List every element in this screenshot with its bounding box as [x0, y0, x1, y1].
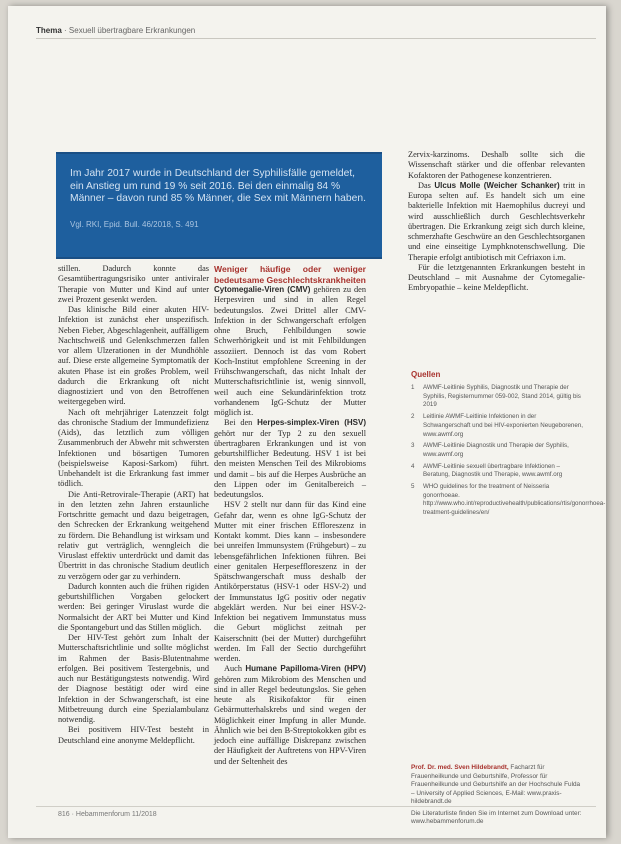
paragraph: stillen. Dadurch konnte das Gesamtübertragungsrisiko unter antiviraler Therapie von Mutter und Kind auf unter zwei Prozent gesenkt werden.	[58, 264, 209, 304]
author-bio	[411, 764, 583, 827]
term-hsv: Herpes-simplex-Viren (HSV)	[257, 418, 366, 428]
text-column-2	[214, 264, 366, 767]
paragraph-lead: Auch	[224, 664, 246, 674]
paragraph	[408, 181, 585, 263]
author-description: Facharzt für Frauenheilkunde und Geburtshilfe, Professor für Frauenheilkunde und Geburtshilfe an der Hochschule Fulda – University of Applied Sciences, E-Mail: www.praxis-hildebrandt.de	[411, 764, 581, 805]
reference-item	[411, 483, 606, 518]
literature-note: Die Literaturliste finden Sie im Internet zum Download unter: www.hebammenforum.de	[411, 809, 582, 825]
paragraph: Die Anti-Retrovirale-Therapie (ART) hat in den letzten zehn Jahren erstaunliche Fortschritte gemacht und dazu beigetragen, den Schrecken der Erkrankung weitgehend zu fördern. Die Behandlung ist wirksam und relativ gut verträglich, wenngleich die Viruslast effektiv unterdrückt und damit das Übertritt in das chronische Stadium deutlich zu verzögern oder gar zu verhindern.	[58, 489, 209, 581]
pull-quote-box	[56, 152, 382, 259]
paragraph: Nach oft mehrjähriger Latenzzeit folgt das chronische Stadium der Immundefizienz (Aids), das letztlich zum völligen Zusammenbruch der Abwehr mit schwersten Infektionen und bösartigen Tumoren (beispielsweise Kaposi-Sarkom) führt. Unbehandelt ist die Erkrankung fast immer tödlich.	[58, 407, 209, 489]
paragraph-body: tritt in Europa selten auf. Es handelt sich um eine bakterielle Infektion mit Haemophilus ducreyi und wird ausschließlich durch Geschlechtsverkehr übertragen. Die Erkrankung zeigt sich durch kleine, schmerzhafte Geschwüre an den Geschlechtsorganen und eine einseitige Lymphknotenschwellung. Die Therapie erfolgt antibiotisch mit Cefriaxon i.m.	[408, 180, 585, 262]
paragraph	[214, 664, 366, 767]
text-column-1	[58, 264, 209, 746]
term-hpv: Humane Papilloma-Viren (HPV)	[245, 664, 366, 674]
references-heading: Quellen	[411, 370, 441, 379]
paragraph: Das klinische Bild einer akuten HIV-Infektion ist zunächst eher unspezifisch. Neben Fieber, Abgeschlagenheit, auffälligem Nachtschweiß und Gelenkschmerzen fallen vor allem Ulzerationen in der Mundhöhle auf. Diese erste allgemeine Symptomatik der akuten Phase ist ein großes Problem, weil dadurch die Erkrankung oft nicht diagnostiziert und von den Betroffenen weitergegeben wird.	[58, 305, 209, 407]
reference-item	[411, 384, 583, 410]
page-footer: 816 · Hebammenforum 11/2018	[58, 811, 157, 818]
reference-item	[411, 413, 583, 439]
reference-item	[411, 442, 583, 459]
author-name: Prof. Dr. med. Sven Hildebrandt,	[411, 764, 509, 771]
reference-item	[411, 463, 583, 480]
section-heading: Weniger häufige oder weniger bedeutsame Geschlechtskrankheiten	[214, 264, 366, 285]
header-title: Sexuell übertragbare Erkrankungen	[68, 26, 196, 35]
paragraph-body: gehören zum Mikrobiom des Menschen und sind in aller Regel bedeutungslos. Sie gehen heute als Risikofaktor für einen Gebärmutterhalskrebs und sind wegen der Möglichkeit einer Impfung in aller Munde. Ähnlich wie bei den B-Streptokokken gibt es jedoch eine auffällige Diskrepanz zwischen der Häufigkeit der Auftretens von HPV-Viren und der Seltenheit des	[214, 674, 366, 766]
paragraph: HSV 2 stellt nur dann für das Kind eine Gefahr dar, wenn es ohne IgG-Schutz der Mutter mit einer frischen Effloreszenz in Kontakt kommt. Dies kann – insbesondere bei unreifen Immunsystem (Frühgeburt) – zu lebensgefährlichen Infektionen führen. Bei einer genitalen Herpeseffloreszenz in der Spätschwangerschaft muss deshalb der Antikörperstatus (HSV-1 oder HSV-2) und der Immunstatus IgG positiv oder negativ abgeklärt werden. Nur bei einer HSV-2-Infektion bei negativem Immunstatus muss die Geburt möglichst zeitnah per Kaiserschnitt (bei der Mutter) durchgeführt werden. Im Fall der Sectio durchgeführt werden.	[214, 500, 366, 663]
reference-number: 4	[411, 462, 415, 470]
paragraph-lead: Das	[418, 180, 435, 190]
reference-number: 5	[411, 483, 415, 491]
paragraph	[214, 418, 366, 500]
reference-number: 2	[411, 413, 415, 421]
reference-text: AWMF-Leitlinie sexuell übertragbare Infektionen – Beratung, Diagnostik und Therapie, www.awmf.org	[423, 462, 563, 479]
term-cmv: Cytomegalie-Viren (CMV)	[214, 285, 311, 294]
references-list	[411, 384, 606, 521]
paragraph-body: gehören zu den Herpesviren und sind in allen Regel bedeutungslos. Zwei Drittel aller CMV-Infektion in der Schwangerschaft erfolgen ohne Bruch, Fehlbildungen sowie Schwerhörigkeit und ist mit Fehlbildungen assoziiert. Dennoch ist das vom Robert Koch-Institut empfohlene Screening in der Frühschwangerschaft, das nicht Inhalt der Mutterschaftsrichtlinie ist, wenig sinnvoll, weil auch eine Sekundärinfektion trotz vorhandenem IgG-Schutz der Mutter möglich ist.	[214, 285, 366, 417]
paragraph: Für die letztgenannten Erkrankungen besteht in Deutschland – mit Ausnahme der Cytomegalie-Embryopathie – keine Meldepflicht.	[408, 262, 585, 293]
paragraph: Bei positivem HIV-Test besteht in Deutschland eine anonyme Meldepflicht.	[58, 725, 209, 745]
pull-quote-source: Vgl. RKI, Epid. Bull. 46/2018, S. 491	[70, 220, 199, 229]
paragraph: Der HIV-Test gehört zum Inhalt der Mutterschaftsrichtlinie und sollte möglichst im Rahmen der Basis-Blutentnahme erfolgen. Bei positivem Testergebnis, und auch nur Bestätigungstests notwendig. Wird der Diagnose bestätigt oder wird eine Infektion in der Schwangerschaft, ist eine Mitbetreuung durch eine Spezialambulanz notwendig.	[58, 633, 209, 724]
paragraph	[214, 285, 366, 418]
reference-text: AWMF-Leitlinie Syphilis, Diagnostik und Therapie der Syphilis, Registernummer 059-002, Stand 2014, gültig bis 2019	[423, 384, 581, 409]
paragraph-lead: Bei den	[224, 418, 258, 428]
reference-number: 1	[411, 384, 415, 391]
paragraph-body: gehört nur der Typ 2 zu den sexuell übertragbaren Erkrankungen und ist von geburtshilflicher Bedeutung. HSV 1 ist bei den meisten Menschen Teil des Mikrobioms und damit – bis auf die Herpes Ausbrüche an den Lippen oder im Genitalbereich – bedeutungslos.	[214, 428, 366, 499]
text-column-3	[408, 150, 585, 294]
footer-divider	[36, 806, 596, 807]
reference-text: Leitlinie AWMF-Leitlinie Infektionen in der Schwangerschaft und bei HIV-exponierten Neugeborenen, www.awmf.org	[423, 413, 583, 438]
running-header: Thema · Sexuell übertragbare Erkrankungen	[36, 26, 196, 35]
paragraph: Dadurch konnten auch die frühen rigiden geburtshilflichen Vorgaben gelockert werden: Bei geringer Viruslast wurde die Normalsicht der ART bei Mutter und Kind die Spontangeburt und das Stillen möglich.	[58, 581, 209, 632]
pull-quote-text: Im Jahr 2017 wurde in Deutschland der Syphilisfälle gemeldet, ein Anstieg um rund 19 % seit 2016. Bei den einmalig 84 % Männer – davon rund 85 % Männer, die Sex mit Männern haben.	[70, 168, 366, 205]
magazine-page	[8, 6, 606, 838]
paragraph: Zervix-karzinoms. Deshalb sollte sich die Wissenschaft stärker und die offenbar relevanten Kofaktoren der Pathogenese konzentrieren.	[408, 150, 585, 180]
header-section: Thema	[36, 26, 62, 35]
reference-text: AWMF-Leitlinie Diagnostik und Therapie der Syphilis, www.awmf.org	[423, 442, 569, 458]
header-divider	[36, 38, 596, 39]
reference-text: WHO guidelines for the treatment of Neisseria gonorrhoeae. http://www.who.int/reproductivehealth/publications/rtis/gonorrhoea-treatment-guidelines/en/	[423, 483, 606, 517]
reference-number: 3	[411, 442, 415, 450]
term-ulcus-molle: Ulcus Molle (Weicher Schanker)	[434, 180, 560, 190]
